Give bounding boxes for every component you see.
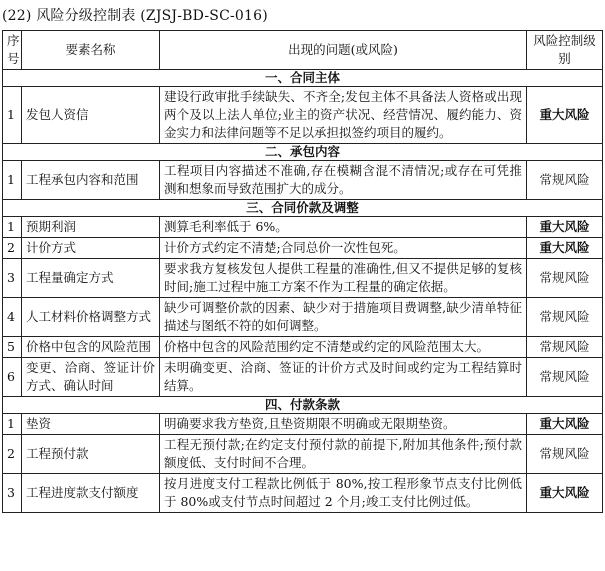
header-no: 序号	[3, 31, 22, 70]
risk-level-cell: 重大风险	[527, 87, 603, 144]
header-element: 要素名称	[22, 31, 160, 70]
element-name-cell: 发包人资信	[22, 87, 160, 144]
problem-cell: 价格中包含的风险范围约定不清楚或约定的风险范围太大。	[160, 337, 527, 358]
table-row	[3, 161, 603, 200]
row-number-cell: 3	[3, 259, 22, 298]
problem-cell: 按月进度支付工程款比例低于 80%,按工程形象节点支付比例低于 80%或支付节点时间超过 2 个月;竣工支付比例过低。	[160, 474, 527, 513]
row-number-cell: 2	[3, 435, 22, 474]
table-row	[3, 435, 603, 474]
table-row	[3, 337, 603, 358]
element-name-cell: 价格中包含的风险范围	[22, 337, 160, 358]
element-name-cell: 工程进度款支付额度	[22, 474, 160, 513]
risk-level-cell: 重大风险	[527, 414, 603, 435]
section-row	[3, 200, 603, 217]
risk-level-cell: 重大风险	[527, 217, 603, 238]
header-level: 风险控制级别	[527, 31, 603, 70]
table-row	[3, 358, 603, 397]
header-problem: 出现的问题(或风险)	[160, 31, 527, 70]
table-caption: (22) 风险分级控制表 (ZJSJ-BD-SC-016)	[2, 8, 268, 24]
table-row	[3, 474, 603, 513]
table-header-row	[3, 31, 603, 70]
risk-level-cell: 常规风险	[527, 259, 603, 298]
problem-cell: 建设行政审批手续缺失、不齐全;发包主体不具备法人资格或出现两个及以上法人单位;业主的资产状况、经营情况、履约能力、资金实力和法律问题等不足以承担拟签约项目的履约。	[160, 87, 527, 144]
risk-level-cell: 常规风险	[527, 161, 603, 200]
element-name-cell: 工程量确定方式	[22, 259, 160, 298]
risk-level-cell: 常规风险	[527, 337, 603, 358]
problem-cell: 要求我方复核发包人提供工程量的准确性,但又不提供足够的复核时间;施工过程中施工方案不作为工程量的确定依据。	[160, 259, 527, 298]
problem-cell: 缺少可调整价款的因素、缺少对于措施项目费调整,缺少清单特征描述与图纸不符的如何调整。	[160, 298, 527, 337]
row-number-cell: 4	[3, 298, 22, 337]
table-body	[3, 70, 603, 513]
problem-cell: 明确要求我方垫资,且垫资期限不明确或无限期垫资。	[160, 414, 527, 435]
row-number-cell: 2	[3, 238, 22, 259]
risk-level-cell: 常规风险	[527, 435, 603, 474]
row-number-cell: 1	[3, 87, 22, 144]
table-row	[3, 217, 603, 238]
problem-cell: 计价方式约定不清楚;合同总价一次性包死。	[160, 238, 527, 259]
element-name-cell: 变更、洽商、签证计价方式、确认时间	[22, 358, 160, 397]
risk-control-table	[2, 30, 603, 513]
row-number-cell: 6	[3, 358, 22, 397]
table-row	[3, 298, 603, 337]
row-number-cell: 1	[3, 414, 22, 435]
element-name-cell: 垫资	[22, 414, 160, 435]
section-title: 三、合同价款及调整	[3, 200, 603, 217]
row-number-cell: 1	[3, 217, 22, 238]
section-row	[3, 70, 603, 87]
row-number-cell: 1	[3, 161, 22, 200]
section-title: 四、付款条款	[3, 397, 603, 414]
problem-cell: 未明确变更、洽商、签证的计价方式及时间或约定为工程结算时结算。	[160, 358, 527, 397]
problem-cell: 测算毛利率低于 6%。	[160, 217, 527, 238]
table-row	[3, 87, 603, 144]
risk-level-cell: 常规风险	[527, 358, 603, 397]
table-row	[3, 259, 603, 298]
section-row	[3, 397, 603, 414]
table-row	[3, 238, 603, 259]
risk-level-cell: 重大风险	[527, 238, 603, 259]
row-number-cell: 5	[3, 337, 22, 358]
risk-level-cell: 常规风险	[527, 298, 603, 337]
element-name-cell: 人工材料价格调整方式	[22, 298, 160, 337]
table-row	[3, 414, 603, 435]
section-title: 二、承包内容	[3, 144, 603, 161]
element-name-cell: 工程承包内容和范围	[22, 161, 160, 200]
element-name-cell: 预期利润	[22, 217, 160, 238]
problem-cell: 工程无预付款;在约定支付预付款的前提下,附加其他条件;预付款额度低、支付时间不合理。	[160, 435, 527, 474]
problem-cell: 工程项目内容描述不准确,存在模糊含混不清情况;或存在可凭推测和想象而导致范围扩大的成分。	[160, 161, 527, 200]
section-row	[3, 144, 603, 161]
row-number-cell: 3	[3, 474, 22, 513]
risk-level-cell: 重大风险	[527, 474, 603, 513]
element-name-cell: 计价方式	[22, 238, 160, 259]
section-title: 一、合同主体	[3, 70, 603, 87]
element-name-cell: 工程预付款	[22, 435, 160, 474]
